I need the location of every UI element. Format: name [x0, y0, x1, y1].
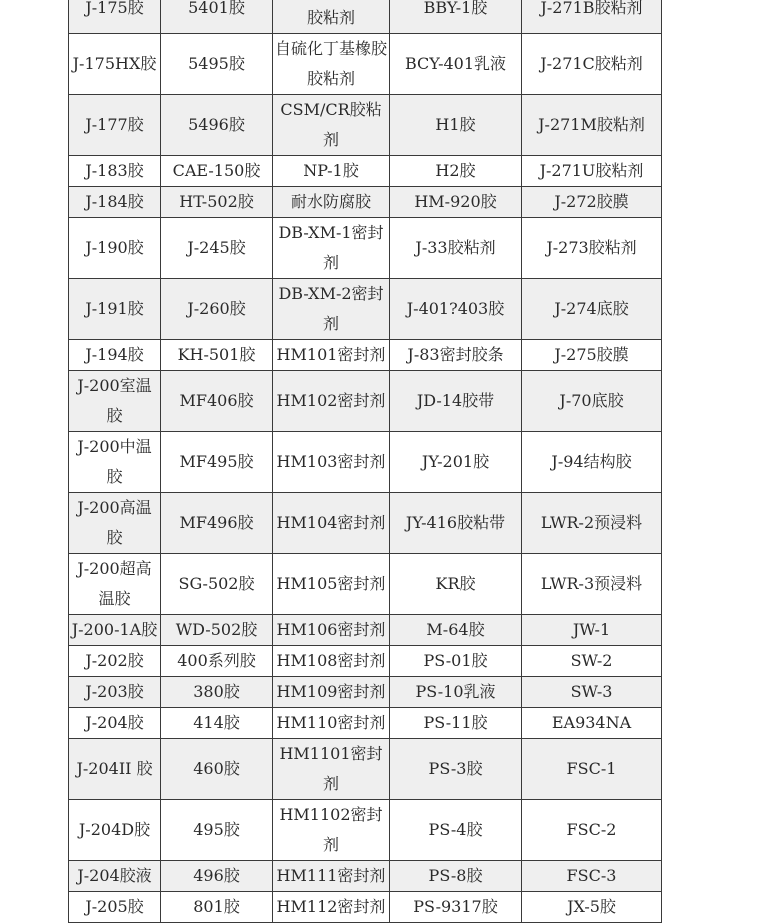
- table-cell: HM105密封剂: [273, 554, 390, 615]
- product-table: [68, 0, 662, 923]
- table-cell: J-200高温胶: [69, 493, 161, 554]
- table-cell: J-272胶膜: [522, 187, 662, 218]
- table-cell: J-177胶: [69, 95, 161, 156]
- table-row: [69, 371, 662, 432]
- table-cell: MF496胶: [161, 493, 273, 554]
- table-cell: HM1102密封剂: [273, 800, 390, 861]
- table-cell: J-175HX胶: [69, 34, 161, 95]
- table-cell: J-204胶: [69, 708, 161, 739]
- table-row: [69, 34, 662, 95]
- table-cell: JY-201胶: [390, 432, 522, 493]
- table-cell: CSM/CR胶粘剂: [273, 95, 390, 156]
- table-cell: HM106密封剂: [273, 615, 390, 646]
- table-cell: MF495胶: [161, 432, 273, 493]
- table-cell: JW-1: [522, 615, 662, 646]
- product-table-container: [68, 0, 662, 923]
- table-cell: HM110密封剂: [273, 708, 390, 739]
- table-cell: J-203胶: [69, 677, 161, 708]
- table-cell: 5496胶: [161, 95, 273, 156]
- table-cell: DB-XM-2密封剂: [273, 279, 390, 340]
- table-cell: WD-502胶: [161, 615, 273, 646]
- table-cell: J-204D胶: [69, 800, 161, 861]
- table-cell: J-175胶: [69, 0, 161, 34]
- table-cell: CAE-150胶: [161, 156, 273, 187]
- table-cell: HM1101密封剂: [273, 739, 390, 800]
- table-cell: FSC-2: [522, 800, 662, 861]
- table-row: [69, 187, 662, 218]
- table-cell: J-202胶: [69, 646, 161, 677]
- table-row: [69, 156, 662, 187]
- table-row: [69, 646, 662, 677]
- table-row: [69, 861, 662, 892]
- table-cell: SW-3: [522, 677, 662, 708]
- table-cell: J-271M胶粘剂: [522, 95, 662, 156]
- table-row: [69, 615, 662, 646]
- table-cell: EA934NA: [522, 708, 662, 739]
- table-cell: HM112密封剂: [273, 892, 390, 923]
- table-cell: BCY-401乳液: [390, 34, 522, 95]
- table-cell: J-271C胶粘剂: [522, 34, 662, 95]
- table-cell: HM111密封剂: [273, 861, 390, 892]
- table-cell: M-64胶: [390, 615, 522, 646]
- table-cell: J-200室温胶: [69, 371, 161, 432]
- table-row: [69, 340, 662, 371]
- table-cell: 400系列胶: [161, 646, 273, 677]
- table-cell: 460胶: [161, 739, 273, 800]
- table-row: [69, 708, 662, 739]
- table-cell: J-70底胶: [522, 371, 662, 432]
- table-row: [69, 95, 662, 156]
- table-cell: HM104密封剂: [273, 493, 390, 554]
- table-row: [69, 279, 662, 340]
- table-cell: J-191胶: [69, 279, 161, 340]
- table-cell: J-183胶: [69, 156, 161, 187]
- table-cell: J-200中温胶: [69, 432, 161, 493]
- table-cell: FSC-3: [522, 861, 662, 892]
- product-table-body: [69, 0, 662, 923]
- table-cell: 5401胶: [161, 0, 273, 34]
- table-cell: DB-XM-1密封剂: [273, 218, 390, 279]
- table-cell: J-184胶: [69, 187, 161, 218]
- table-cell: J-260胶: [161, 279, 273, 340]
- table-cell: J-194胶: [69, 340, 161, 371]
- table-row: [69, 800, 662, 861]
- table-cell: PS-10乳液: [390, 677, 522, 708]
- table-cell: 801胶: [161, 892, 273, 923]
- table-cell: HM102密封剂: [273, 371, 390, 432]
- table-row: [69, 554, 662, 615]
- table-cell: SG-502胶: [161, 554, 273, 615]
- table-cell: HM103密封剂: [273, 432, 390, 493]
- table-cell: J-94结构胶: [522, 432, 662, 493]
- table-cell: PS-3胶: [390, 739, 522, 800]
- table-cell: J-275胶膜: [522, 340, 662, 371]
- table-cell: 414胶: [161, 708, 273, 739]
- table-row: [69, 218, 662, 279]
- table-cell: HM-920胶: [390, 187, 522, 218]
- table-cell: J-401?403胶: [390, 279, 522, 340]
- table-cell: FSC-1: [522, 739, 662, 800]
- table-cell: H2胶: [390, 156, 522, 187]
- table-cell: 自硫化丁基橡胶胶粘剂: [273, 34, 390, 95]
- table-cell: J-204II 胶: [69, 739, 161, 800]
- table-cell: J-204胶液: [69, 861, 161, 892]
- table-cell: LWR-2预浸料: [522, 493, 662, 554]
- table-cell: PS-9317胶: [390, 892, 522, 923]
- table-cell: J-190胶: [69, 218, 161, 279]
- table-cell: 5495胶: [161, 34, 273, 95]
- table-cell: J-271U胶粘剂: [522, 156, 662, 187]
- table-cell: HT-502胶: [161, 187, 273, 218]
- table-cell: PS-8胶: [390, 861, 522, 892]
- table-cell: J-273胶粘剂: [522, 218, 662, 279]
- table-row: [69, 739, 662, 800]
- table-cell: 380胶: [161, 677, 273, 708]
- table-cell: SW-2: [522, 646, 662, 677]
- table-cell: HM108密封剂: [273, 646, 390, 677]
- table-cell: J-200-1A胶: [69, 615, 161, 646]
- table-row: [69, 0, 662, 34]
- table-cell: KH-501胶: [161, 340, 273, 371]
- table-cell: 495胶: [161, 800, 273, 861]
- table-cell: H1胶: [390, 95, 522, 156]
- table-cell: PS-11胶: [390, 708, 522, 739]
- table-cell: MF406胶: [161, 371, 273, 432]
- table-cell: 496胶: [161, 861, 273, 892]
- table-cell: HM109密封剂: [273, 677, 390, 708]
- table-cell: JY-416胶粘带: [390, 493, 522, 554]
- table-cell: KR胶: [390, 554, 522, 615]
- table-cell: BBY-1胶: [390, 0, 522, 34]
- table-cell: J-271B胶粘剂: [522, 0, 662, 34]
- table-cell: J-245胶: [161, 218, 273, 279]
- table-cell: HM101密封剂: [273, 340, 390, 371]
- table-cell: 耐水防腐胶: [273, 187, 390, 218]
- table-row: [69, 677, 662, 708]
- table-row: [69, 493, 662, 554]
- table-cell: PS-01胶: [390, 646, 522, 677]
- table-cell: J-205胶: [69, 892, 161, 923]
- table-cell: J-83密封胶条: [390, 340, 522, 371]
- table-cell: J-33胶粘剂: [390, 218, 522, 279]
- table-row: [69, 892, 662, 923]
- table-cell: LWR-3预浸料: [522, 554, 662, 615]
- table-cell: PS-4胶: [390, 800, 522, 861]
- table-cell: 胶粘剂: [273, 0, 390, 34]
- table-cell: J-274底胶: [522, 279, 662, 340]
- table-cell: JD-14胶带: [390, 371, 522, 432]
- table-cell: JX-5胶: [522, 892, 662, 923]
- table-cell: J-200超高温胶: [69, 554, 161, 615]
- table-cell: NP-1胶: [273, 156, 390, 187]
- table-row: [69, 432, 662, 493]
